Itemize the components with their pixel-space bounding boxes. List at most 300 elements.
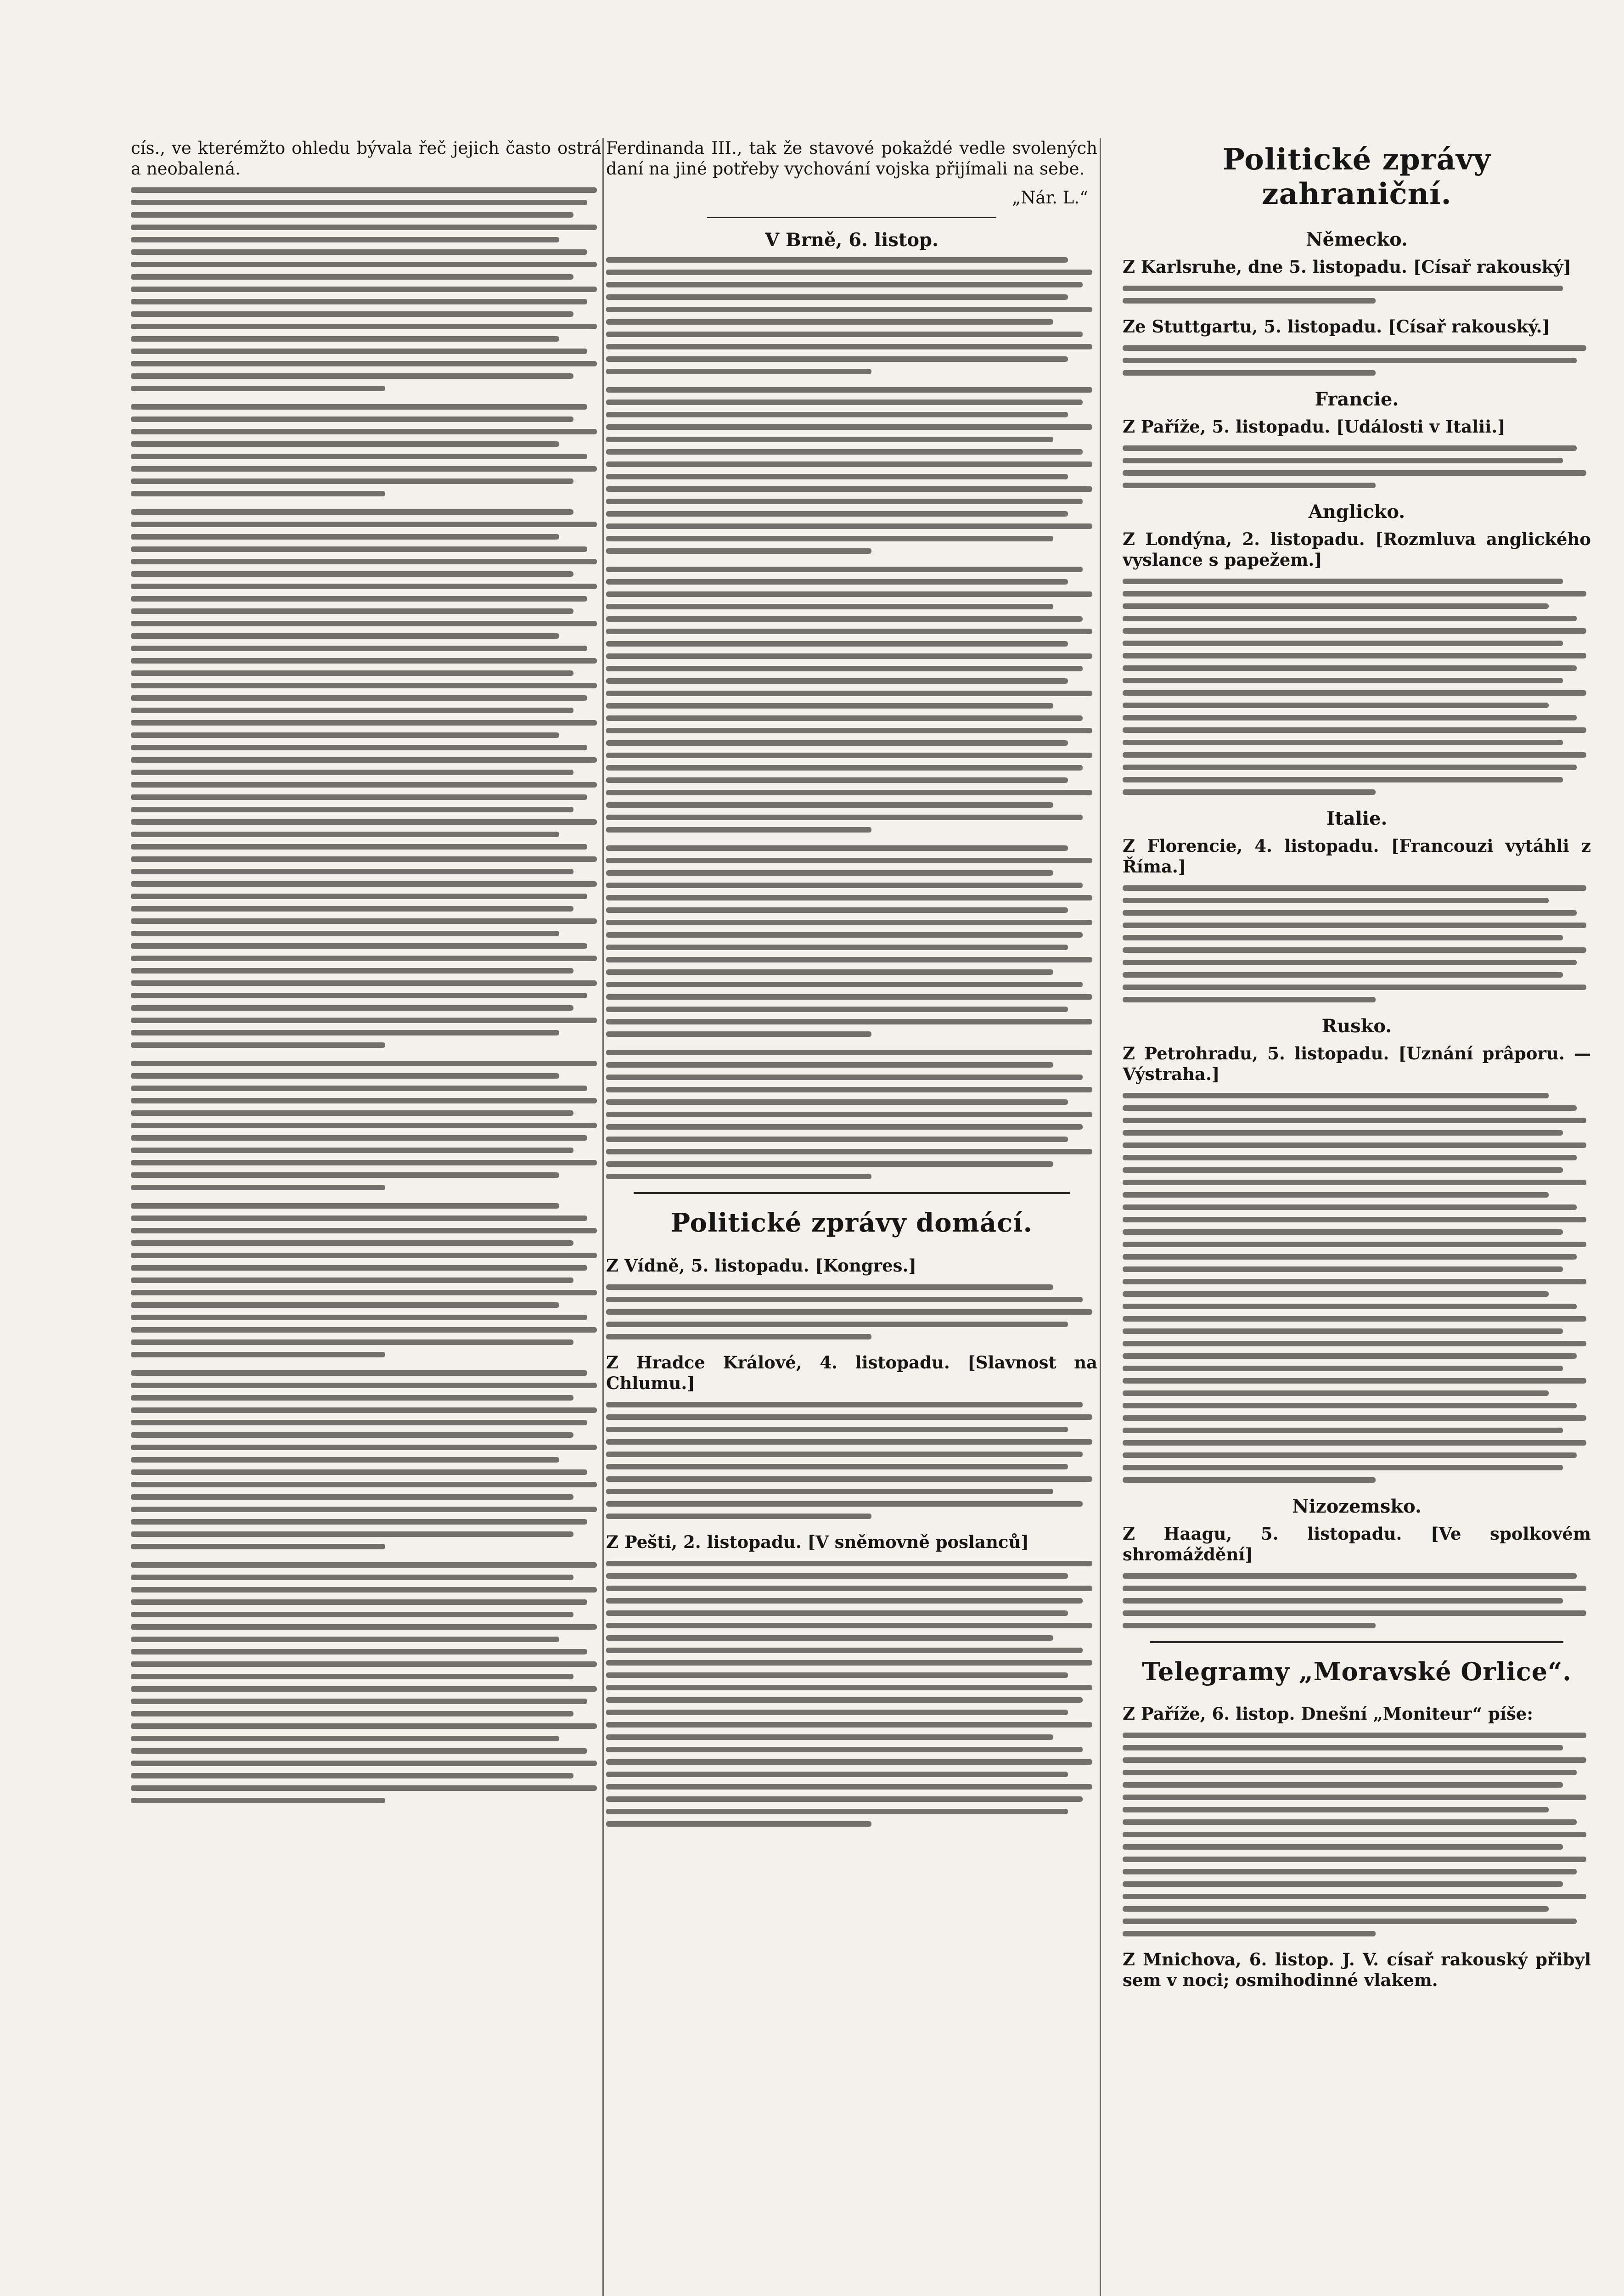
telegram-item: Z Paříže, 6. listop. Dnešní „Moniteur“ píše: — [1123, 1704, 1533, 1724]
text-line — [131, 1339, 573, 1345]
text-line — [131, 1649, 587, 1654]
text-line — [131, 658, 597, 664]
paragraph-block — [606, 257, 1097, 374]
paragraph-block — [606, 1050, 1097, 1179]
text-line — [131, 1240, 573, 1246]
text-line — [1123, 740, 1563, 745]
text-line — [606, 678, 1068, 684]
text-line — [131, 441, 559, 447]
section-heading: Anglicko. — [1308, 501, 1405, 523]
text-line — [606, 591, 1092, 597]
text-line — [606, 474, 1068, 479]
paragraph-block — [1123, 345, 1591, 376]
text-line — [131, 1711, 573, 1716]
text-line — [606, 802, 1053, 808]
text-line — [131, 1098, 597, 1103]
text-line — [606, 1635, 1053, 1641]
news-item: Z Petrohradu, 5. listopadu. [Uznání prâporu. — Výstraha.] — [1123, 1043, 1591, 1084]
text-line — [1123, 1118, 1586, 1123]
text-line — [1123, 628, 1586, 634]
text-line — [131, 1327, 597, 1333]
text-line — [1123, 1266, 1563, 1272]
text-line — [131, 1575, 573, 1580]
text-line — [1123, 885, 1586, 891]
text-line — [1123, 1291, 1549, 1297]
text-line — [131, 1507, 597, 1512]
text-line — [131, 416, 573, 422]
text-line — [1123, 445, 1577, 451]
text-line — [1123, 345, 1586, 351]
text-line — [1123, 1328, 1563, 1334]
text-line — [606, 307, 1092, 312]
text-line — [606, 567, 1083, 572]
text-line — [1123, 1881, 1563, 1887]
text-line — [1123, 1180, 1586, 1185]
text-line — [131, 1457, 559, 1463]
text-line — [606, 257, 1068, 263]
text-line — [131, 1315, 587, 1320]
text-line — [606, 344, 1092, 349]
text-line — [1123, 678, 1563, 683]
text-line — [606, 1710, 1068, 1715]
text-line — [606, 790, 1092, 795]
text-line — [1123, 1919, 1577, 1924]
opening-text: cís., ve kterémžto ohledu bývala řeč jejich často ostrá a neobalená. — [131, 138, 601, 179]
text-line — [131, 1061, 597, 1066]
text-line — [131, 1773, 573, 1778]
text-line — [1123, 727, 1586, 733]
text-line — [131, 1686, 597, 1692]
text-line — [131, 1494, 573, 1500]
text-line — [1123, 641, 1563, 646]
text-line — [131, 1407, 597, 1413]
paragraph-block — [1123, 286, 1591, 304]
text-line — [1123, 898, 1549, 903]
text-line — [131, 454, 587, 459]
text-line — [606, 1685, 1092, 1690]
text-line — [606, 536, 1053, 541]
text-line — [131, 881, 597, 887]
text-line — [606, 319, 1053, 325]
text-line — [606, 945, 1068, 950]
text-line — [131, 225, 597, 230]
text-line — [131, 559, 597, 564]
text-line — [1123, 603, 1549, 609]
telegram-item: Z Mnichova, 6. listop. J. V. císař rakouský přibyl sem v noci; osmihodinné vlakem. — [1123, 1949, 1591, 1990]
telegram-heading: Telegramy „Moravské Orlice“. — [1142, 1657, 1572, 1686]
text-line — [1123, 1477, 1376, 1483]
text-line — [1123, 1770, 1577, 1775]
text-line — [131, 1420, 587, 1425]
text-line — [606, 728, 1092, 733]
text-line — [606, 523, 1092, 529]
text-line — [606, 845, 1068, 851]
text-line — [1123, 1819, 1577, 1825]
text-line — [131, 466, 597, 472]
text-line — [606, 883, 1083, 888]
text-line — [131, 1612, 573, 1617]
text-line — [606, 1402, 1083, 1407]
text-line — [131, 770, 573, 775]
quote-source: „Nár. L.“ — [1012, 188, 1088, 208]
text-line — [606, 387, 1092, 393]
text-line — [1123, 1623, 1376, 1628]
text-line — [606, 1722, 1092, 1728]
text-line — [131, 1587, 597, 1593]
text-line — [606, 994, 1092, 1000]
text-line — [606, 1137, 1068, 1142]
text-line — [131, 1135, 587, 1141]
text-line — [606, 1747, 1083, 1752]
text-line — [1123, 298, 1376, 304]
paragraph-block — [131, 1562, 601, 1803]
text-line — [606, 1610, 1068, 1616]
text-line — [1123, 935, 1563, 940]
text-line — [1123, 923, 1586, 928]
text-line — [1123, 370, 1376, 376]
text-line — [131, 1699, 587, 1704]
text-line — [131, 1544, 385, 1549]
text-line — [131, 1432, 573, 1438]
text-line — [131, 1624, 597, 1630]
text-line — [606, 1427, 1068, 1432]
column-middle — [606, 138, 1097, 2296]
text-line — [1123, 1130, 1563, 1136]
text-line — [1123, 591, 1586, 597]
paragraph-block — [1123, 1093, 1591, 1483]
text-line — [131, 1148, 573, 1153]
paragraph-block — [606, 387, 1097, 554]
text-line — [131, 1383, 597, 1388]
text-line — [131, 361, 597, 366]
text-line — [131, 336, 559, 342]
section-heading: Nizozemsko. — [1292, 1496, 1422, 1517]
text-line — [606, 1161, 1053, 1167]
text-line — [606, 400, 1083, 405]
text-line — [1123, 470, 1586, 476]
text-line — [1123, 1167, 1563, 1173]
column-left — [131, 138, 601, 2296]
text-line — [1123, 1782, 1563, 1788]
text-line — [131, 1531, 573, 1537]
text-line — [131, 745, 587, 750]
text-line — [131, 1674, 573, 1679]
text-line — [1123, 1894, 1586, 1899]
text-line — [606, 1149, 1092, 1154]
text-line — [606, 895, 1092, 900]
text-line — [131, 1352, 385, 1357]
text-line — [606, 653, 1092, 659]
text-line — [131, 856, 597, 862]
section-heading: Italie. — [1326, 808, 1388, 829]
news-item: Z Londýna, 2. listopadu. [Rozmluva anglického vyslance s papežem.] — [1123, 529, 1591, 570]
column-rule — [1100, 138, 1101, 2296]
text-line — [1123, 458, 1563, 463]
text-line — [131, 943, 587, 949]
text-line — [1123, 997, 1376, 1002]
column-rule — [602, 138, 604, 2296]
text-line — [1123, 1142, 1586, 1148]
text-line — [606, 1734, 1053, 1740]
paragraph-block — [1123, 885, 1591, 1002]
text-line — [131, 491, 385, 496]
text-line — [1123, 777, 1563, 782]
text-line — [131, 1042, 385, 1048]
text-line — [1123, 1610, 1586, 1616]
text-line — [131, 670, 573, 676]
text-line — [606, 815, 1083, 820]
text-line — [1123, 1304, 1577, 1309]
text-line — [131, 187, 597, 193]
text-line — [1123, 579, 1563, 584]
text-line — [606, 1087, 1092, 1092]
text-line — [606, 1648, 1083, 1653]
text-line — [131, 274, 573, 280]
text-line — [131, 1661, 597, 1667]
text-line — [131, 894, 587, 899]
text-line — [131, 546, 587, 552]
text-line — [606, 1075, 1083, 1080]
text-line — [1123, 1155, 1577, 1160]
text-line — [1123, 1807, 1549, 1812]
divider — [707, 217, 996, 218]
text-line — [131, 1761, 597, 1766]
text-line — [131, 249, 587, 255]
text-line — [131, 968, 573, 974]
dateline: V Brně, 6. listop. — [765, 229, 938, 251]
text-line — [1123, 752, 1586, 758]
text-line — [1123, 1428, 1563, 1433]
paragraph-block — [606, 1561, 1097, 1827]
text-line — [606, 1598, 1083, 1604]
text-line — [606, 412, 1068, 417]
text-line — [131, 299, 587, 304]
text-line — [131, 534, 559, 540]
text-line — [1123, 1204, 1577, 1210]
text-line — [131, 1748, 587, 1754]
text-line — [131, 869, 573, 874]
text-line — [606, 616, 1083, 622]
text-line — [606, 282, 1083, 287]
text-line — [606, 437, 1053, 442]
news-item: Z Paříže, 5. listopadu. [Události v Italii.] — [1123, 416, 1506, 437]
text-line — [1123, 1931, 1376, 1936]
text-line — [606, 1174, 871, 1179]
text-line — [131, 478, 573, 484]
text-line — [1123, 1390, 1549, 1396]
text-line — [1123, 483, 1376, 488]
text-line — [1123, 1254, 1577, 1260]
text-line — [131, 918, 597, 924]
domestic-heading: Politické zprávy domácí. — [671, 1208, 1033, 1238]
text-line — [131, 1482, 597, 1487]
text-line — [1123, 1316, 1586, 1322]
text-line — [1123, 1586, 1586, 1591]
paragraph-block — [606, 1402, 1097, 1519]
text-line — [1123, 1440, 1586, 1446]
text-line — [1123, 1598, 1563, 1604]
text-line — [131, 1277, 573, 1283]
text-line — [1123, 1857, 1586, 1862]
column-right — [1123, 138, 1591, 2296]
text-line — [131, 1160, 597, 1165]
text-line — [131, 608, 573, 614]
text-line — [131, 980, 597, 986]
paragraph-block — [131, 1061, 601, 1190]
text-line — [606, 1821, 871, 1827]
text-line — [131, 237, 559, 242]
text-line — [606, 1124, 1083, 1130]
text-line — [1123, 1844, 1563, 1850]
text-line — [1123, 1279, 1586, 1284]
text-line — [606, 1586, 1092, 1591]
text-line — [606, 511, 1068, 517]
text-line — [606, 1309, 1092, 1315]
text-line — [131, 956, 597, 961]
paragraph-block — [1123, 579, 1591, 795]
text-line — [606, 957, 1092, 962]
text-line — [606, 1772, 1068, 1777]
text-line — [1123, 286, 1563, 291]
text-line — [1123, 1366, 1563, 1371]
text-line — [1123, 1733, 1586, 1738]
text-line — [131, 683, 597, 688]
text-line — [606, 1284, 1053, 1290]
text-line — [606, 691, 1092, 696]
text-line — [131, 1302, 559, 1308]
text-line — [131, 404, 587, 410]
text-line — [606, 1019, 1092, 1024]
text-line — [131, 1723, 597, 1729]
paragraph-block — [1123, 445, 1591, 488]
text-line — [1123, 1341, 1586, 1346]
text-line — [131, 633, 559, 639]
text-line — [606, 1062, 1053, 1068]
text-line — [1123, 1757, 1586, 1763]
text-line — [606, 907, 1068, 913]
text-line — [1123, 1415, 1586, 1421]
text-line — [606, 740, 1068, 746]
text-line — [606, 982, 1083, 987]
text-line — [131, 1395, 573, 1401]
text-line — [131, 1073, 559, 1079]
text-line — [1123, 947, 1586, 953]
section-heading: Německo. — [1306, 229, 1408, 250]
text-line — [606, 1809, 1068, 1814]
text-line — [131, 571, 573, 577]
text-line — [131, 1123, 597, 1128]
text-line — [131, 1265, 587, 1271]
text-line — [1123, 985, 1586, 990]
text-line — [1123, 910, 1577, 916]
text-line — [606, 1501, 1083, 1507]
news-item: Ze Stuttgartu, 5. listopadu. [Císař rakouský.] — [1123, 316, 1550, 337]
paragraph-block — [606, 567, 1097, 833]
paragraph-block — [131, 1370, 601, 1549]
news-item: Z Haagu, 5. listopadu. [Ve spolkovém shromáždění] — [1123, 1524, 1591, 1564]
text-line — [606, 1476, 1092, 1482]
text-line — [131, 732, 559, 738]
text-line — [606, 641, 1068, 647]
text-line — [606, 424, 1092, 430]
text-line — [1123, 765, 1577, 770]
text-line — [1123, 1229, 1563, 1235]
text-line — [606, 499, 1083, 504]
foreign-heading: Politické zprávy zahraniční. — [1222, 142, 1491, 211]
text-line — [131, 931, 559, 936]
text-line — [131, 844, 587, 850]
text-line — [606, 1322, 1068, 1327]
text-line — [606, 1464, 1068, 1469]
text-line — [606, 1660, 1092, 1666]
text-line — [606, 703, 1053, 709]
text-line — [131, 1290, 597, 1295]
text-line — [131, 1562, 597, 1568]
text-line — [606, 1489, 1053, 1494]
paragraph-block — [1123, 1733, 1591, 1936]
text-line — [606, 858, 1092, 863]
text-line — [1123, 1906, 1549, 1912]
paragraph-block — [131, 404, 601, 496]
text-line — [606, 1784, 1092, 1790]
text-line — [606, 449, 1083, 455]
text-line — [131, 1110, 573, 1116]
text-line — [1123, 1869, 1577, 1874]
text-line — [1123, 715, 1577, 720]
text-line — [131, 324, 597, 329]
text-line — [606, 1439, 1092, 1445]
text-line — [131, 1216, 587, 1221]
text-line — [131, 1005, 573, 1011]
text-line — [606, 1050, 1092, 1055]
text-line — [1123, 1745, 1563, 1750]
text-line — [131, 1785, 597, 1791]
paragraph-block — [131, 187, 601, 391]
text-line — [606, 604, 1053, 609]
text-line — [131, 1469, 587, 1475]
text-line — [131, 1203, 559, 1209]
text-line — [1123, 1452, 1577, 1458]
text-line — [606, 1561, 1092, 1566]
text-line — [606, 920, 1092, 925]
text-line — [1123, 690, 1586, 696]
text-line — [131, 819, 597, 825]
text-line — [606, 765, 1083, 771]
text-line — [1123, 1378, 1586, 1384]
text-line — [606, 1672, 1068, 1678]
text-line — [131, 522, 597, 527]
text-line — [131, 832, 559, 837]
text-line — [606, 1573, 1068, 1579]
text-line — [131, 782, 597, 788]
text-line — [131, 720, 597, 726]
text-line — [606, 715, 1083, 721]
text-line — [606, 666, 1083, 671]
text-line — [1123, 960, 1577, 965]
text-line — [131, 708, 573, 713]
text-line — [131, 1172, 559, 1178]
text-line — [606, 932, 1083, 938]
text-line — [1123, 1795, 1586, 1800]
text-line — [606, 548, 871, 554]
text-line — [606, 1007, 1068, 1012]
text-line — [606, 1414, 1092, 1420]
text-line — [606, 1759, 1092, 1765]
text-line — [131, 200, 587, 205]
text-line — [1123, 665, 1577, 671]
text-line — [131, 1086, 587, 1091]
text-line — [131, 429, 597, 434]
